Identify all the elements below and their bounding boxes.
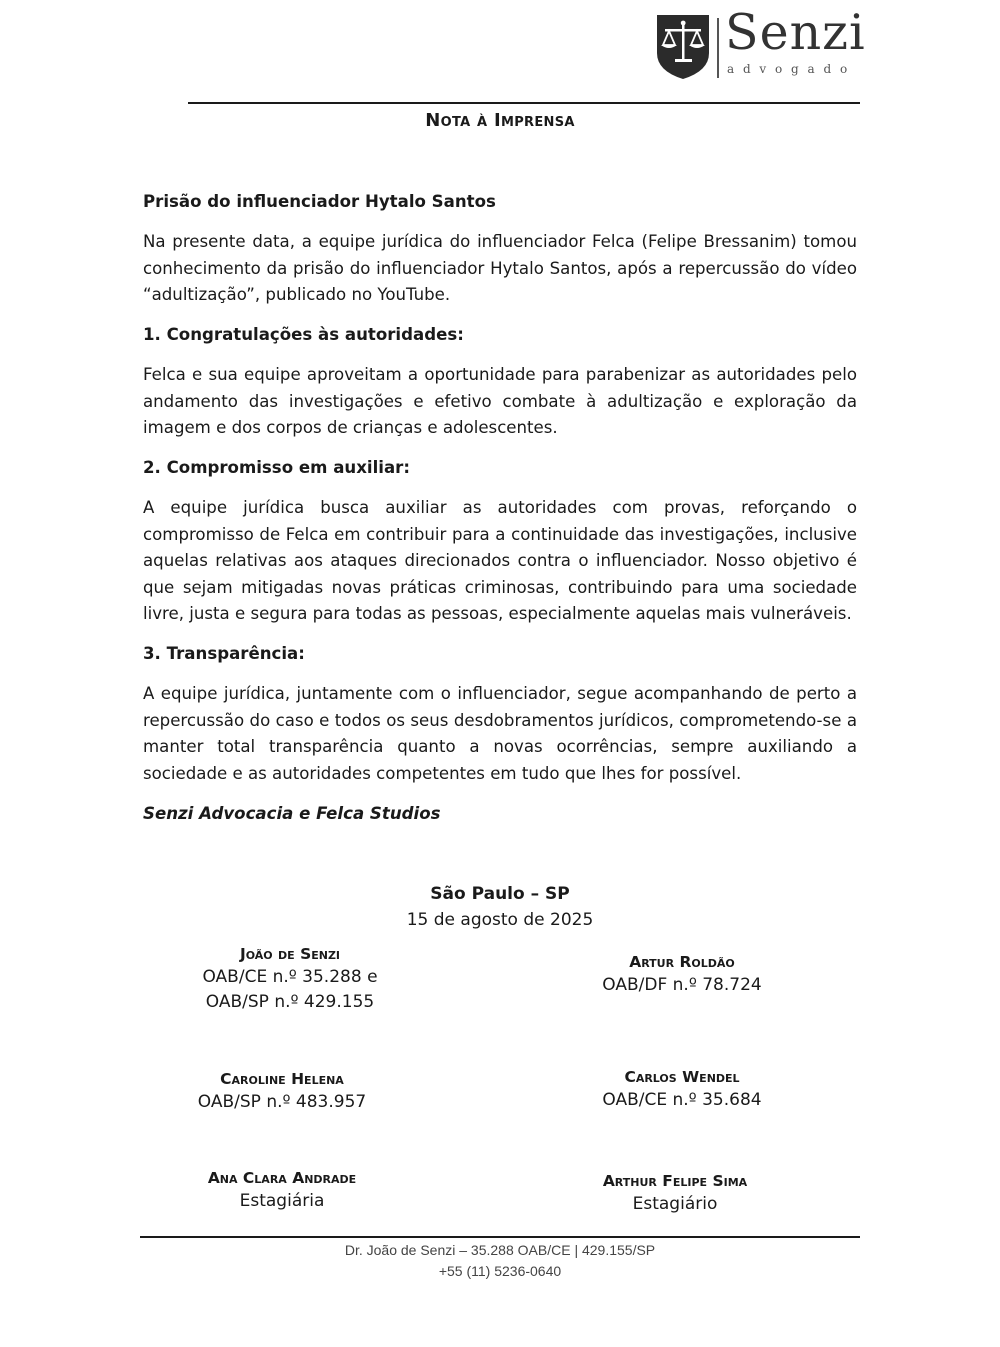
date: 15 de agosto de 2025 xyxy=(406,910,594,930)
signatory-name: João de Senzi xyxy=(239,945,341,963)
signatory-credential: OAB/SP n.º 429.155 xyxy=(205,992,375,1012)
scales-of-justice-icon xyxy=(655,13,711,81)
signatory-credential: OAB/DF n.º 78.724 xyxy=(602,975,762,995)
signatory-credential: Estagiário xyxy=(632,1194,718,1214)
section-heading-3: 3. Transparência: xyxy=(143,644,305,663)
section-heading-1: 1. Congratulações às autoridades: xyxy=(143,325,464,344)
logo-divider xyxy=(717,18,719,78)
signatory-block xyxy=(132,1068,432,1115)
logo-subtitle: advogado xyxy=(727,62,856,76)
footer-divider xyxy=(140,1236,860,1238)
signatory-credential: OAB/CE n.º 35.288 e xyxy=(202,967,378,987)
place: São Paulo – SP xyxy=(430,884,570,904)
signatory-block xyxy=(132,1167,432,1214)
signatory-name: Ana Clara Andrade xyxy=(207,1169,357,1187)
signatory-credential: Estagiária xyxy=(239,1191,325,1211)
signatory-block xyxy=(525,1170,825,1217)
signatory-name: Arthur Felipe Sima xyxy=(602,1172,748,1190)
logo-name: Senzi xyxy=(725,4,866,61)
signatory-credential: OAB/CE n.º 35.684 xyxy=(602,1090,762,1110)
signatory-block xyxy=(140,943,440,1015)
footer-phone: +55 (11) 5236-0640 xyxy=(438,1263,562,1279)
document-subject: Prisão do influenciador Hytalo Santos xyxy=(143,192,496,211)
footer-contact: Dr. João de Senzi – 35.288 OAB/CE | 429.155/SP xyxy=(344,1242,656,1258)
signatory-name: Carlos Wendel xyxy=(624,1068,740,1086)
section-body-2: A equipe jurídica busca auxiliar as autoridades com provas, reforçando o compromisso de Felca em contribuir para a continuidade das investigações, inclusive aquelas relativas aos ataques direcionados contra o influenciador. Nosso objetivo é que sejam mitigadas novas práticas criminosas, contribuindo para uma sociedade livre, justa e segura para todas as pessoas, especialmente aquelas mais vulneráveis. xyxy=(143,498,857,623)
section-body-1: Felca e sua equipe aproveitam a oportunidade para parabenizar as autoridades pelo andamento das investigações e efetivo combate à adultização e exploração da imagem e dos corpos de crianças e adolescentes. xyxy=(143,365,857,437)
signatory-block xyxy=(532,951,832,998)
page-title: Nota à Imprensa xyxy=(425,110,575,131)
signatory-name: Artur Roldão xyxy=(629,953,735,971)
intro-paragraph: Na presente data, a equipe jurídica do influenciador Felca (Felipe Bressanim) tomou conhecimento da prisão do influenciador Hytalo Santos, após a repercussão do vídeo “adultização”, publicado no YouTube. xyxy=(143,232,857,304)
signatory-block xyxy=(532,1066,832,1113)
signature-line: Senzi Advocacia e Felca Studios xyxy=(143,804,441,823)
signatory-credential: OAB/SP n.º 483.957 xyxy=(197,1092,367,1112)
section-body-3: A equipe jurídica, juntamente com o influenciador, segue acompanhando de perto a repercussão do caso e todos os seus desdobramentos jurídicos, comprometendo-se a manter total transparência quanto a novas ocorrências, sempre auxiliando a sociedade e as autoridades competentes em tudo que lhes for possível. xyxy=(143,684,857,783)
section-heading-2: 2. Compromisso em auxiliar: xyxy=(143,458,410,477)
header-divider xyxy=(188,102,860,104)
signatory-name: Caroline Helena xyxy=(220,1070,344,1088)
